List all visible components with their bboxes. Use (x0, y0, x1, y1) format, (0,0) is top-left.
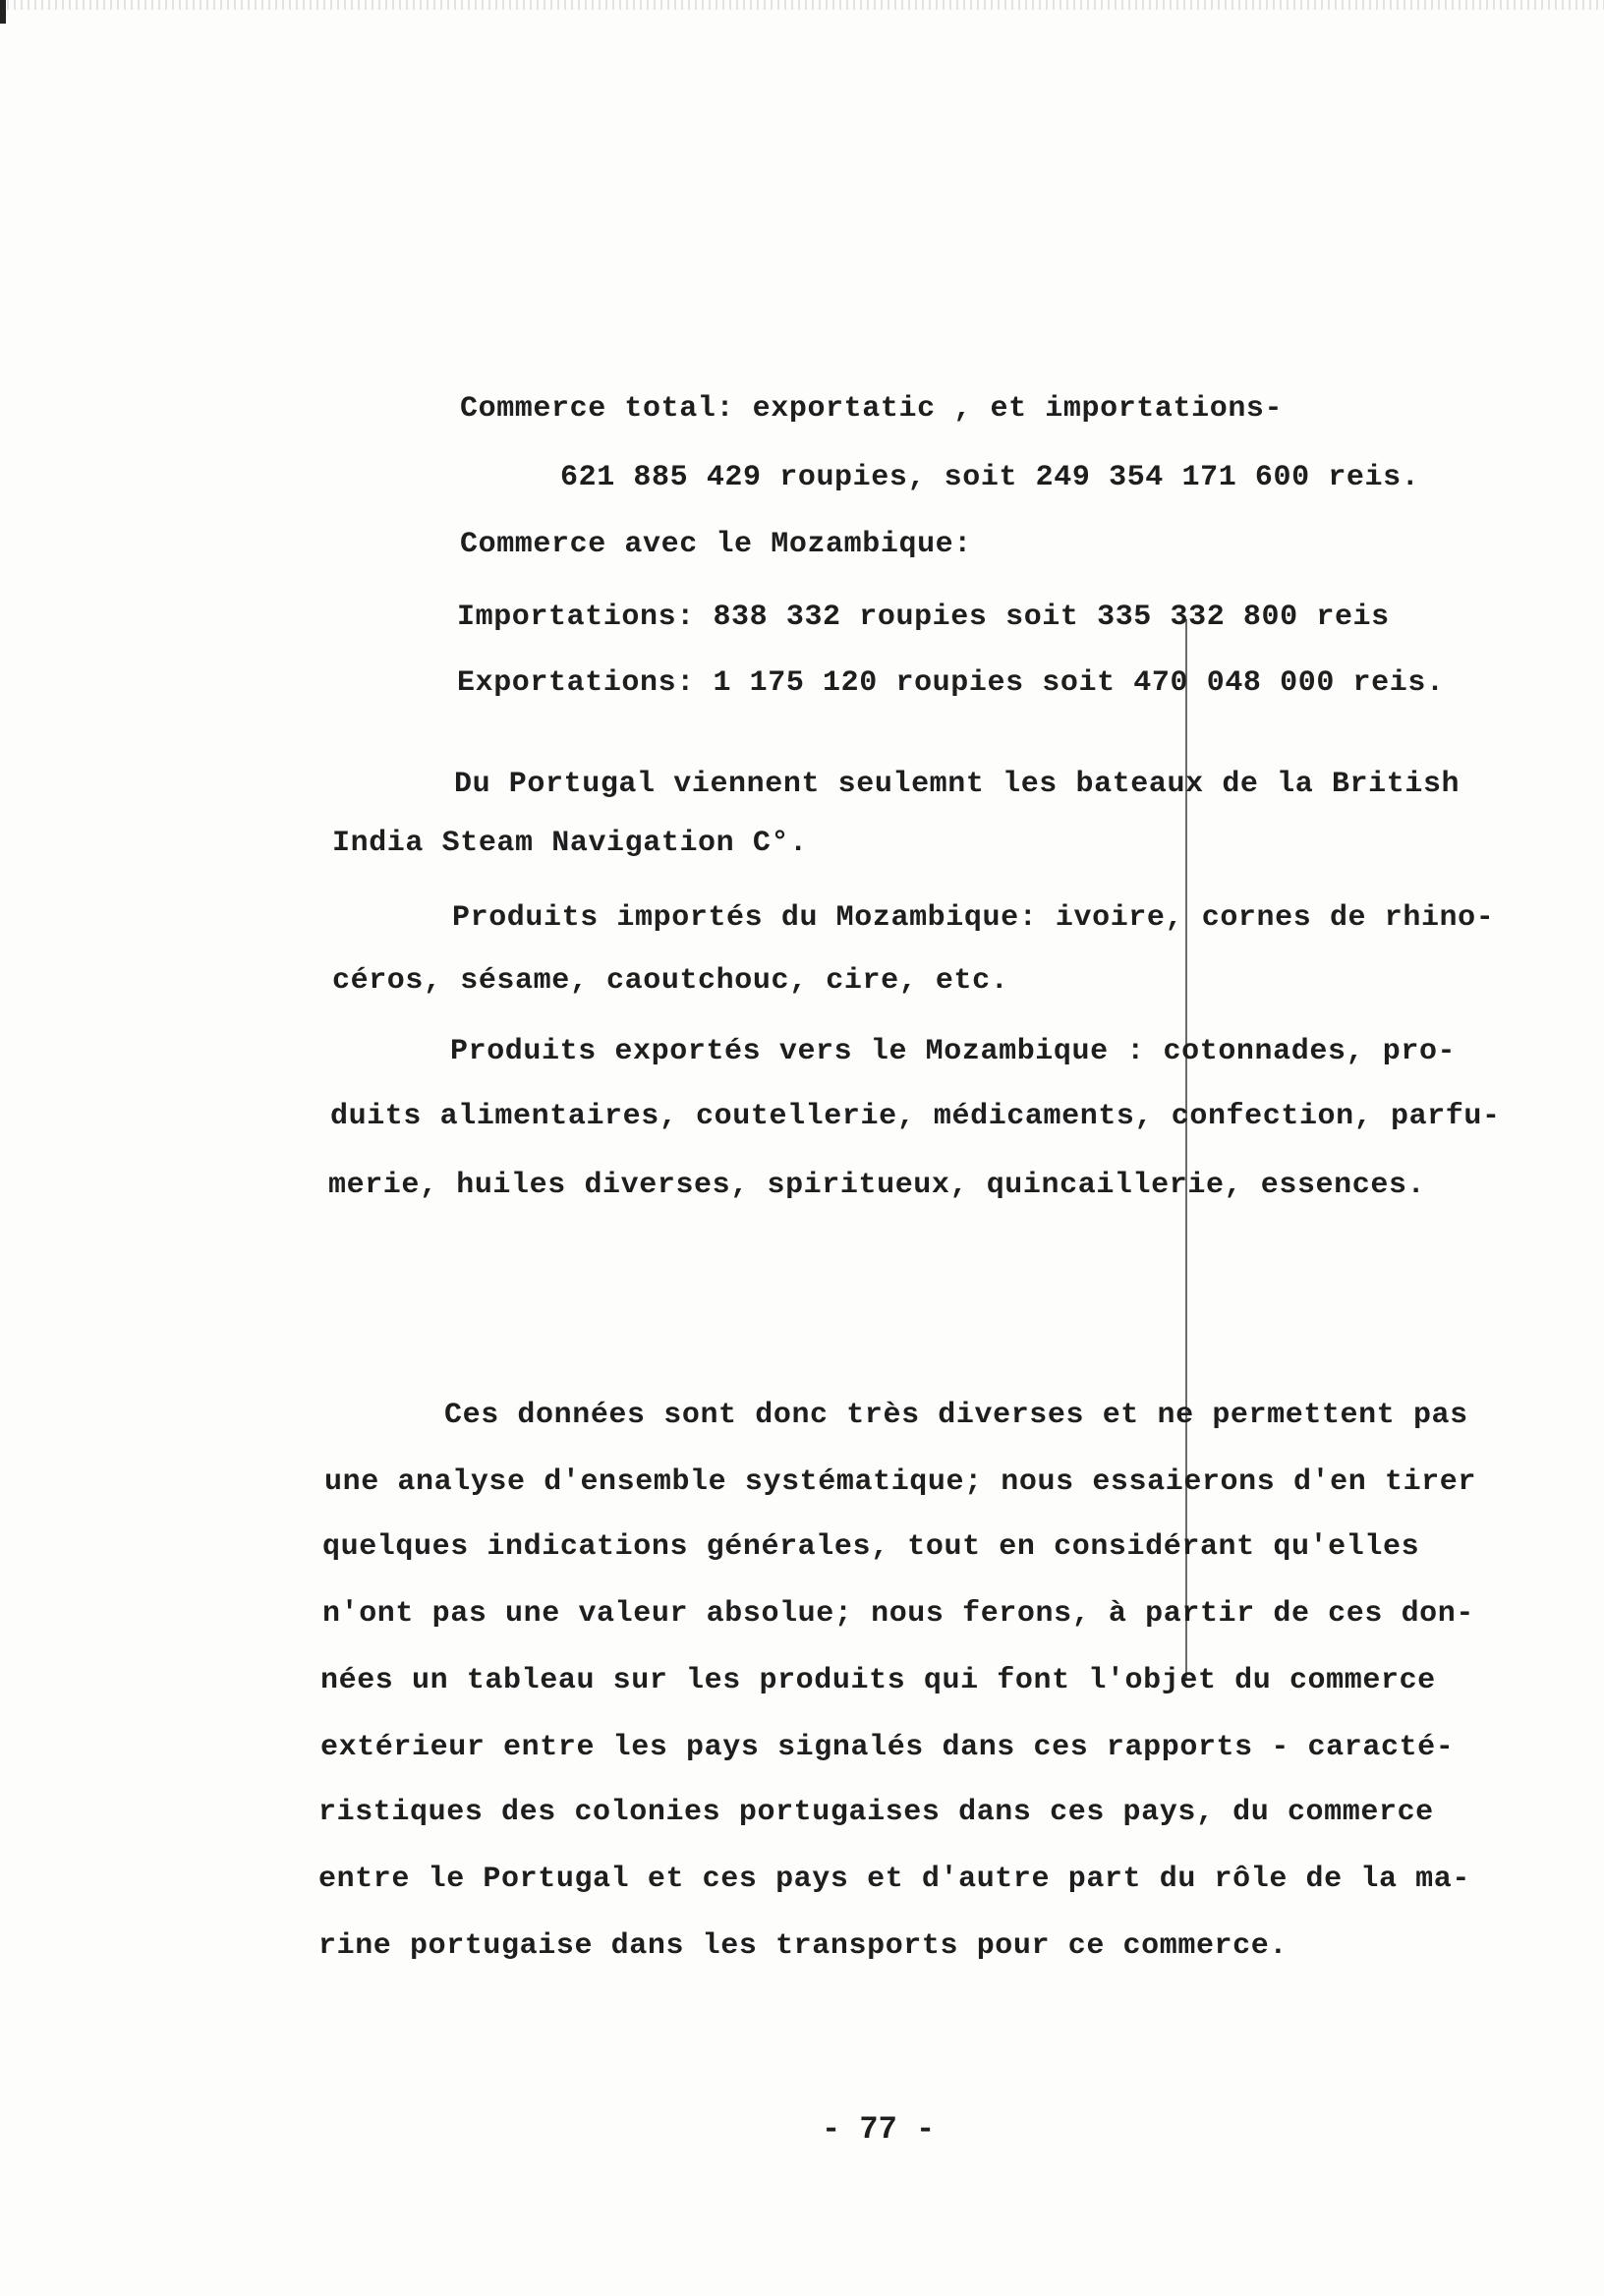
text-line: Produits exportés vers le Mozambique : cotonnades, pro- (450, 1035, 1457, 1068)
text-line: une analyse d'ensemble systématique; nous essaierons d'en tirer (324, 1465, 1476, 1499)
text-line: Importations: 838 332 roupies soit 335 332 800 reis (457, 601, 1390, 634)
text-line: n'ont pas une valeur absolue; nous ferons, à partir de ces don- (322, 1597, 1474, 1631)
text-line: merie, huiles diverses, spiritueux, quincaillerie, essences. (328, 1169, 1426, 1202)
text-line: duits alimentaires, coutellerie, médicaments, confection, parfu- (330, 1100, 1501, 1133)
text-line: extérieur entre les pays signalés dans ces rapports - caracté- (320, 1731, 1455, 1764)
text-line: ristiques des colonies portugaises dans ces pays, du commerce (318, 1796, 1434, 1829)
page-number: - 77 - (822, 2111, 936, 2148)
text-line: 621 885 429 roupies, soit 249 354 171 600 reis. (560, 461, 1420, 494)
text-line: entre le Portugal et ces pays et d'autre part du rôle de la ma- (318, 1863, 1470, 1896)
text-line: nées un tableau sur les produits qui font l'objet du commerce (320, 1664, 1436, 1697)
scan-top-edge (0, 0, 1604, 10)
text-line: quelques indications générales, tout en considérant qu'elles (322, 1530, 1420, 1564)
text-line: Du Portugal viennent seulemnt les bateaux de la British (454, 768, 1461, 801)
text-line: India Steam Navigation C°. (332, 827, 808, 860)
text-line: Commerce avec le Mozambique: (460, 528, 972, 561)
text-line: Commerce total: exportatic , et importations- (460, 392, 1284, 426)
scan-corner-mark (0, 0, 6, 24)
text-line: Produits importés du Mozambique: ivoire, cornes de rhino- (452, 901, 1495, 935)
text-line: Exportations: 1 175 120 roupies soit 470 048 000 reis. (457, 666, 1445, 700)
text-line: Ces données sont donc très diverses et ne permettent pas (444, 1399, 1468, 1432)
text-line: céros, sésame, caoutchouc, cire, etc. (332, 964, 1009, 998)
text-line: rine portugaise dans les transports pour ce commerce. (318, 1929, 1288, 1963)
